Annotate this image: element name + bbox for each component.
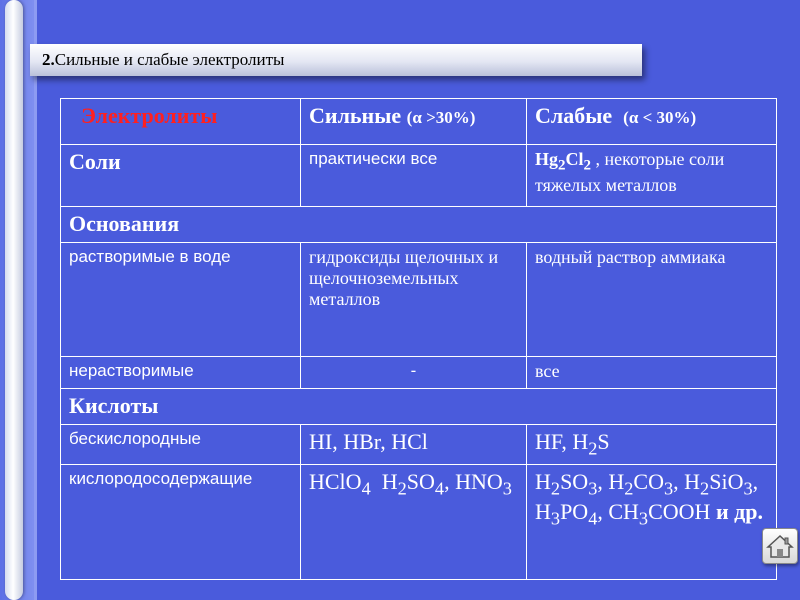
- table-row-bases-insoluble: [61, 357, 777, 389]
- header-electrolytes: Электролиты: [61, 99, 301, 145]
- table-row-acids-oxygen-free: [61, 425, 777, 465]
- home-button[interactable]: [762, 528, 798, 564]
- table-header-row: [61, 99, 777, 145]
- electrolytes-table: [60, 98, 777, 580]
- salts-weak: [527, 145, 777, 207]
- left-decor-rail: [5, 0, 23, 600]
- salts-weak-formula-cl: Cl: [565, 149, 584, 169]
- acids-oxygen-free-weak: [527, 425, 777, 465]
- bases-soluble-strong: гидроксиды щелочных и щелочноземельных металлов: [301, 243, 527, 357]
- slide-title: [30, 44, 642, 76]
- salts-weak-sub-cl: 2: [583, 157, 592, 174]
- header-weak: [527, 99, 777, 145]
- acids-oxygen-free-weak-sub: 2: [588, 438, 598, 459]
- salts-weak-rest: , некоторые соли тяжелых металлов: [535, 149, 725, 195]
- table-row-acids-section: [61, 389, 777, 425]
- left-decor-edge: [34, 0, 37, 600]
- title-number: 2.: [42, 50, 55, 69]
- acids-oxygen-weak: $H_2SO_3$, $H_2CO_3$, $H_2SiO_3$, $H_3PO_4$, $CH_3COOH$ и др.: [527, 465, 777, 580]
- table-row-acids-oxygen: [61, 465, 777, 580]
- home-icon: [763, 529, 797, 563]
- acids-oxygen-free-weak-b: S: [597, 429, 610, 454]
- table-row-bases-section: [61, 207, 777, 243]
- bases-soluble-label: растворимые в воде: [61, 243, 301, 357]
- header-strong-label: Сильные: [309, 103, 402, 128]
- acids-oxygen-free-label: бескислородные: [61, 425, 301, 465]
- bases-insoluble-label: нерастворимые: [61, 357, 301, 389]
- bases-insoluble-weak: все: [527, 357, 777, 389]
- header-weak-label: Слабые: [535, 103, 613, 128]
- acids-label: Кислоты: [61, 389, 777, 425]
- title-text: Сильные и слабые электролиты: [54, 50, 285, 69]
- acids-oxygen-free-weak-a: HF, H: [535, 429, 589, 454]
- bases-insoluble-strong: -: [301, 357, 527, 389]
- table-row-salts: [61, 145, 777, 207]
- salts-weak-sub-hg: 2: [558, 157, 566, 174]
- header-strong: [301, 99, 527, 145]
- bases-label: Основания: [61, 207, 777, 243]
- header-strong-alpha: (α >30%): [406, 108, 476, 127]
- table-row-bases-soluble: [61, 243, 777, 357]
- salts-weak-formula-hg: Hg: [535, 149, 559, 169]
- bases-soluble-weak: водный раствор аммиака: [527, 243, 777, 357]
- acids-oxygen-strong: HClO$_4$ $H_2SO_4$, $HNO_3$: [301, 465, 527, 580]
- salts-strong: практически все: [301, 145, 527, 207]
- salts-label: Соли: [61, 145, 301, 207]
- acids-oxygen-free-strong: HI, HBr, HCl: [301, 425, 527, 465]
- header-weak-alpha: (α < 30%): [623, 108, 697, 127]
- acids-oxygen-label: кислородосодержащие: [61, 465, 301, 580]
